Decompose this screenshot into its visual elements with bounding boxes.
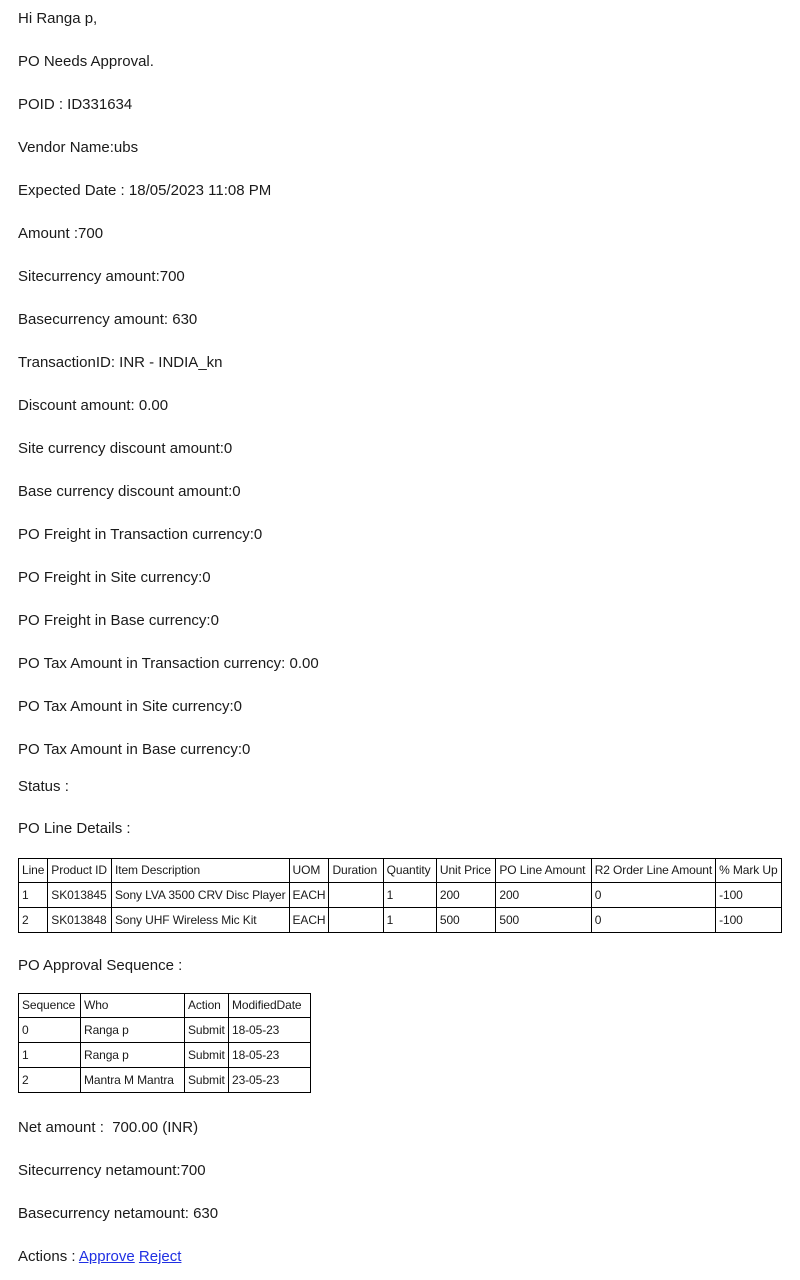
info-line-amount: Amount :700	[18, 225, 104, 242]
table-cell: -100	[716, 883, 782, 908]
column-header-sequence: Sequence	[19, 994, 81, 1018]
info-line-transaction-id: TransactionID: INR - INDIA_kn	[18, 354, 223, 371]
table-cell: 200	[496, 883, 591, 908]
po-line-details-title: PO Line Details :	[18, 820, 131, 837]
po-approval-sequence-table	[18, 993, 311, 1093]
table-row	[19, 908, 782, 933]
info-line-sitecurrency-amount: Sitecurrency amount:700	[18, 268, 185, 285]
info-line-tax-transaction: PO Tax Amount in Transaction currency: 0.00	[18, 655, 319, 672]
actions-line	[18, 1248, 782, 1266]
column-header-unit-price: Unit Price	[436, 859, 496, 883]
table-cell: 500	[496, 908, 591, 933]
table-cell: 23-05-23	[229, 1068, 311, 1093]
table-cell: 2	[19, 908, 48, 933]
table-cell: Submit	[185, 1043, 229, 1068]
table-cell: 1	[19, 883, 48, 908]
status-line: Status :	[18, 778, 69, 795]
column-header-action: Action	[185, 994, 229, 1018]
po-line-details-table	[18, 858, 782, 933]
table-cell: 200	[436, 883, 496, 908]
info-line-freight-base: PO Freight in Base currency:0	[18, 612, 219, 629]
table-cell	[329, 908, 383, 933]
table-cell: 1	[383, 908, 436, 933]
table-cell: -100	[716, 908, 782, 933]
table-cell: 0	[19, 1018, 81, 1043]
reject-link[interactable]: Reject	[138, 1248, 182, 1265]
net-amount-line: Net amount : 700.00 (INR)	[18, 1119, 199, 1136]
column-header-modified-date: ModifiedDate	[229, 994, 311, 1018]
table-cell: 1	[383, 883, 436, 908]
table-row	[19, 1068, 311, 1093]
table-header-row	[19, 994, 311, 1018]
info-line-discount-amount: Discount amount: 0.00	[18, 397, 169, 414]
column-header-r2-order-line-amount: R2 Order Line Amount	[591, 859, 715, 883]
info-line-expected-date: Expected Date : 18/05/2023 11:08 PM	[18, 182, 272, 199]
table-cell: Sony UHF Wireless Mic Kit	[111, 908, 289, 933]
column-header-uom: UOM	[289, 859, 329, 883]
table-cell: Sony LVA 3500 CRV Disc Player	[111, 883, 289, 908]
table-cell: 0	[591, 908, 715, 933]
info-line-base-discount-amount: Base currency discount amount:0	[18, 483, 241, 500]
basecurrency-netamount-line: Basecurrency netamount: 630	[18, 1205, 219, 1222]
table-cell: 2	[19, 1068, 81, 1093]
column-header-who: Who	[81, 994, 185, 1018]
table-cell: 18-05-23	[229, 1043, 311, 1068]
column-header-duration: Duration	[329, 859, 383, 883]
table-cell: Mantra M Mantra	[81, 1068, 185, 1093]
table-cell: 18-05-23	[229, 1018, 311, 1043]
table-cell	[329, 883, 383, 908]
table-cell: 1	[19, 1043, 81, 1068]
info-line-basecurrency-amount: Basecurrency amount: 630	[18, 311, 198, 328]
table-cell: Submit	[185, 1068, 229, 1093]
table-cell: SK013845	[48, 883, 112, 908]
table-row	[19, 883, 782, 908]
table-cell: EACH	[289, 883, 329, 908]
actions-label: Actions :	[18, 1248, 76, 1265]
column-header-line: Line	[19, 859, 48, 883]
approve-link[interactable]: Approve	[78, 1248, 135, 1265]
info-line-tax-base: PO Tax Amount in Base currency:0	[18, 741, 251, 758]
table-header-row	[19, 859, 782, 883]
email-body	[18, 10, 782, 1266]
column-header-po-line-amount: PO Line Amount	[496, 859, 591, 883]
table-cell: 500	[436, 908, 496, 933]
column-header-mark-up: % Mark Up	[716, 859, 782, 883]
table-cell: 0	[591, 883, 715, 908]
greeting: Hi Ranga p,	[18, 10, 98, 27]
intro-line: PO Needs Approval.	[18, 53, 154, 70]
table-cell: EACH	[289, 908, 329, 933]
info-line-site-discount-amount: Site currency discount amount:0	[18, 440, 233, 457]
column-header-item-description: Item Description	[111, 859, 289, 883]
info-line-vendor: Vendor Name:ubs	[18, 139, 139, 156]
column-header-product-id: Product ID	[48, 859, 112, 883]
table-row	[19, 1043, 311, 1068]
table-cell: Ranga p	[81, 1018, 185, 1043]
column-header-quantity: Quantity	[383, 859, 436, 883]
po-approval-sequence-title: PO Approval Sequence :	[18, 957, 183, 974]
info-line-poid: POID : ID331634	[18, 96, 133, 113]
table-cell: SK013848	[48, 908, 112, 933]
table-cell: Ranga p	[81, 1043, 185, 1068]
sitecurrency-netamount-line: Sitecurrency netamount:700	[18, 1162, 206, 1179]
table-cell: Submit	[185, 1018, 229, 1043]
table-row	[19, 1018, 311, 1043]
info-line-tax-site: PO Tax Amount in Site currency:0	[18, 698, 242, 715]
info-line-freight-site: PO Freight in Site currency:0	[18, 569, 211, 586]
info-line-freight-transaction: PO Freight in Transaction currency:0	[18, 526, 263, 543]
